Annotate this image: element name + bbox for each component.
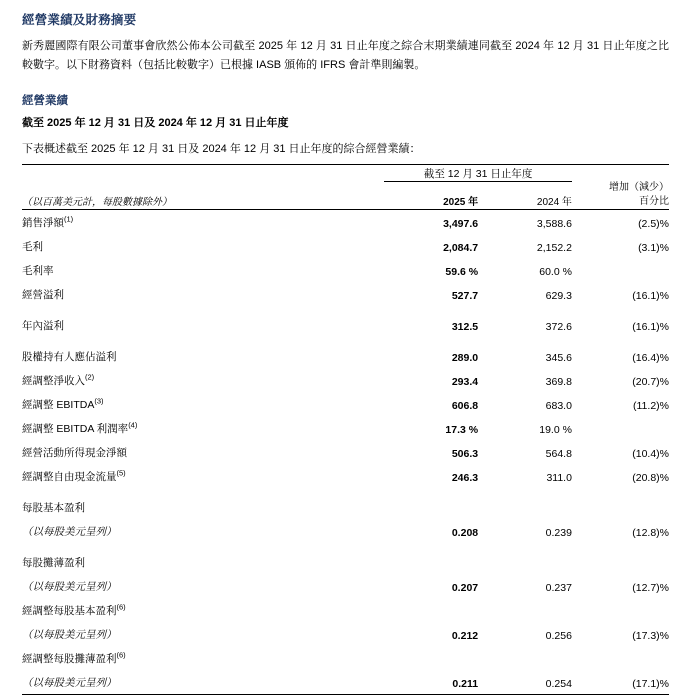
table-row (22, 392, 669, 416)
row-value-2024 (478, 550, 572, 574)
period-header: 截至 12 月 31 日止年度 (384, 166, 572, 182)
unit-note: （以百萬美元計，每股數據除外） (22, 181, 384, 208)
row-value-2025 (384, 598, 478, 622)
row-label: 經調整 EBITDA$^{(3)}$ (22, 392, 384, 416)
intro-paragraph: 新秀麗國際有限公司董事會欣然公佈本公司截至 2025 年 12 月 31 日止年度之綜合末期業績連同截至 2024 年 12 月 31 日止年度之比較數字。以下財務資料（包括比較數字）已根據 IASB 頒佈的 IFRS 會計準則編製。 (22, 37, 669, 76)
footnote-marker: (5) (117, 468, 126, 477)
row-label: 經調整 EBITDA 利潤率$^{(4)}$ (22, 416, 384, 440)
column-header-2024: 2024 年 (478, 181, 572, 208)
row-value-2025: 246.3 (384, 464, 478, 488)
row-value-change: (17.1)% (572, 670, 669, 695)
row-value-2024: 3,588.6 (478, 210, 572, 235)
row-value-change: (17.3)% (572, 622, 669, 646)
row-value-change: (20.8)% (572, 464, 669, 488)
row-label: 經調整每股攤薄盈利$^{(6)}$ (22, 646, 384, 670)
row-value-change (572, 416, 669, 440)
row-value-2024: 0.237 (478, 574, 572, 598)
row-value-2025: 0.207 (384, 574, 478, 598)
row-value-2024: 60.0 % (478, 258, 572, 282)
table-row (22, 344, 669, 368)
row-value-change (572, 258, 669, 282)
row-value-change: (16.1)% (572, 313, 669, 337)
row-label: 年內溢利 (22, 313, 384, 337)
row-value-2025: 506.3 (384, 440, 478, 464)
page-title: 經營業績及財務摘要 (22, 10, 669, 28)
row-value-2025: 606.8 (384, 392, 478, 416)
row-value-change: (2.5)% (572, 210, 669, 235)
row-value-change: (12.8)% (572, 519, 669, 543)
footnote-marker: (4) (128, 420, 137, 429)
row-value-2025: 0.211 (384, 670, 478, 695)
column-header-2025: 2025 年 (384, 181, 478, 208)
table-row (22, 550, 669, 574)
table-row (22, 210, 669, 235)
row-label: （以每股美元呈列） (22, 622, 384, 646)
table-row (22, 282, 669, 306)
row-label: 經營溢利 (22, 282, 384, 306)
table-row (22, 598, 669, 622)
row-value-2024 (478, 495, 572, 519)
row-value-2025: 0.212 (384, 622, 478, 646)
table-spacer-row (22, 306, 669, 313)
row-value-change: (10.4)% (572, 440, 669, 464)
table-spacer-row (22, 543, 669, 550)
table-row (22, 416, 669, 440)
row-value-2025: 2,084.7 (384, 234, 478, 258)
financial-summary-table (22, 164, 669, 696)
row-value-2025: 312.5 (384, 313, 478, 337)
row-value-2025: 527.7 (384, 282, 478, 306)
row-label: （以每股美元呈列） (22, 670, 384, 695)
row-label: 經調整自由現金流量$^{(5)}$ (22, 464, 384, 488)
row-label: 股權持有人應佔溢利 (22, 344, 384, 368)
row-label: 經營活動所得現金淨額 (22, 440, 384, 464)
table-column-header-row (22, 181, 669, 208)
section-title: 經營業績 (22, 92, 669, 108)
table-row (22, 258, 669, 282)
row-value-2025 (384, 646, 478, 670)
row-value-2024: 369.8 (478, 368, 572, 392)
row-value-2024: 683.0 (478, 392, 572, 416)
table-row (22, 646, 669, 670)
footnote-marker: (6) (117, 650, 126, 659)
row-value-2024: 564.8 (478, 440, 572, 464)
row-value-2024: 311.0 (478, 464, 572, 488)
row-value-2024: 19.0 % (478, 416, 572, 440)
row-value-change: (16.4)% (572, 344, 669, 368)
row-label: 每股基本盈利 (22, 495, 384, 519)
row-value-2025: 289.0 (384, 344, 478, 368)
row-label: 毛利率 (22, 258, 384, 282)
table-row (22, 368, 669, 392)
row-value-2024: 345.6 (478, 344, 572, 368)
table-spacer-row (22, 488, 669, 495)
row-value-2024: 2,152.2 (478, 234, 572, 258)
table-row (22, 495, 669, 519)
row-value-change (572, 598, 669, 622)
column-header-change (572, 181, 669, 208)
footnote-marker: (2) (85, 372, 94, 381)
table-period-header-row (22, 166, 669, 182)
row-label: 經調整每股基本盈利$^{(6)}$ (22, 598, 384, 622)
row-value-2025: 293.4 (384, 368, 478, 392)
row-value-change (572, 646, 669, 670)
row-value-2025 (384, 495, 478, 519)
row-value-2024: 629.3 (478, 282, 572, 306)
section-subtitle: 截至 2025 年 12 月 31 日及 2024 年 12 月 31 日止年度 (22, 114, 669, 130)
table-row (22, 622, 669, 646)
table-row (22, 234, 669, 258)
row-value-2024: 0.239 (478, 519, 572, 543)
row-value-2025: 0.208 (384, 519, 478, 543)
table-row (22, 440, 669, 464)
row-value-change: (16.1)% (572, 282, 669, 306)
row-value-2024: 0.254 (478, 670, 572, 695)
table-lead-text: 下表概述截至 2025 年 12 月 31 日及 2024 年 12 月 31 日止年度的綜合經營業績： (22, 140, 669, 156)
row-label: 銷售淨額$^{(1)}$ (22, 210, 384, 235)
row-value-change: (12.7)% (572, 574, 669, 598)
row-value-change: (11.2)% (572, 392, 669, 416)
row-value-2025 (384, 550, 478, 574)
row-value-2024: 0.256 (478, 622, 572, 646)
table-rows (22, 210, 669, 695)
table-spacer-row (22, 337, 669, 344)
table-row (22, 670, 669, 695)
row-value-2025: 59.6 % (384, 258, 478, 282)
change-header-line1: 增加（減少） (609, 182, 669, 193)
footnote-marker: (1) (64, 214, 73, 223)
row-value-2025: 3,497.6 (384, 210, 478, 235)
table-row (22, 574, 669, 598)
table-row (22, 519, 669, 543)
row-value-2024: 372.6 (478, 313, 572, 337)
row-label: 經調整淨收入$^{(2)}$ (22, 368, 384, 392)
footnote-marker: (6) (117, 602, 126, 611)
row-value-2024 (478, 646, 572, 670)
row-label: 毛利 (22, 234, 384, 258)
row-label: （以每股美元呈列） (22, 519, 384, 543)
row-label: （以每股美元呈列） (22, 574, 384, 598)
table-row (22, 313, 669, 337)
row-value-change (572, 550, 669, 574)
footnote-marker: (3) (94, 396, 103, 405)
row-value-change: (3.1)% (572, 234, 669, 258)
table-row (22, 464, 669, 488)
change-header-line2: 百分比 (639, 196, 669, 207)
row-value-2024 (478, 598, 572, 622)
row-label: 每股攤薄盈利 (22, 550, 384, 574)
row-value-change: (20.7)% (572, 368, 669, 392)
row-value-change (572, 495, 669, 519)
row-value-2025: 17.3 % (384, 416, 478, 440)
